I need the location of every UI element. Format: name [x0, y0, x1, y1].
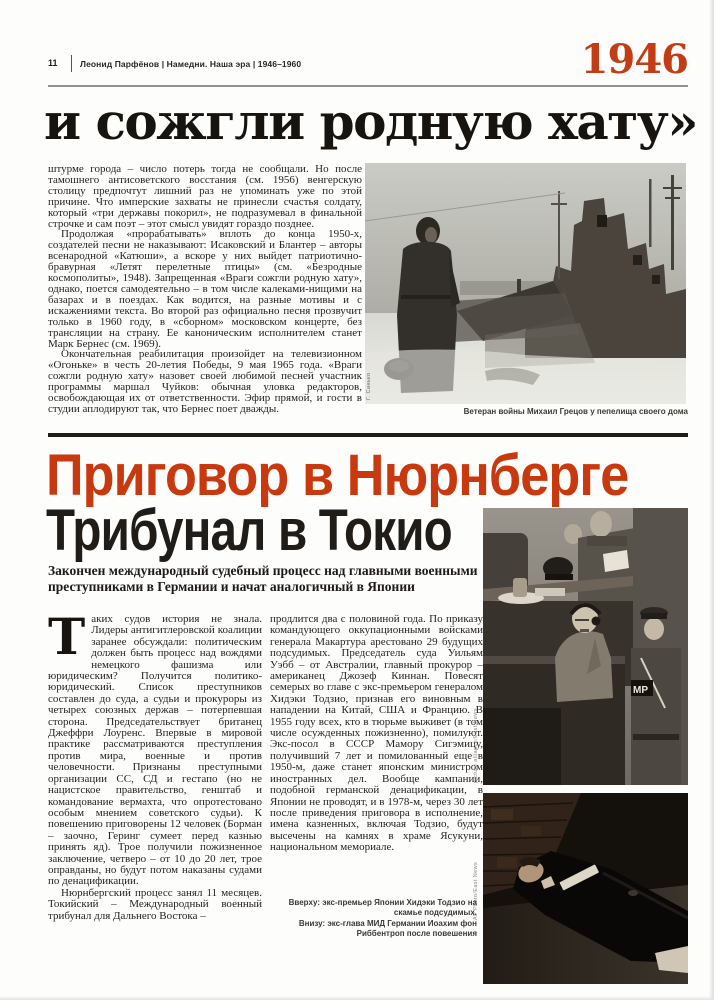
dropcap: Т: [48, 607, 86, 666]
header-rule: [48, 85, 688, 87]
page-edge: [709, 0, 714, 1000]
caption-bottom: Внизу: экс-глава МИД Германии Иоахим фон Риббентроп после повешения: [298, 919, 477, 938]
running-title: Леонид Парфёнов | Намедни. Наша эра | 1946–1960: [80, 59, 302, 69]
section-divider-rule: [48, 433, 688, 437]
page-number: 11: [48, 58, 58, 68]
article2-column-2: [270, 614, 483, 854]
veteran-ruins-photo: [365, 163, 686, 404]
article2-paragraph: продлится два с половиной года. По приказу командующего оккупационными войсками генерала Макартура арестовано 29 будущих подсудимых. Председатель суда Уильям Уэбб – от Австралии, главный прокурор – американец Джозеф Киннан. Повесят семерых во главе с экс-премьером генералом Хидэки Тодзио, признав его виновным в нападении на Китай, США и Францию. В 1955 году всех, кто в тюрьме выживет (в том числе осужденных пожизненно), помилуют. Экс-посол в СССР Мамору Сигэмицу, получивший 7 лет и помилованный еще в 1950-м, даже станет японским министром иностранных дел. Вообще кампании, подобной германской денацификации, в Японии не проводят, и в 1978-м, через 30 лет после приведения приговора в исполнение, имена казненных, включая Тодзио, будут высечены на камнях в храме Ясукуни, национальном мемориале.: [270, 613, 483, 854]
caption-top: Вверху: экс-премьер Японии Хидэки Тодзио на скамье подсудимых.: [288, 898, 477, 917]
ribbentrop-photo: [483, 793, 688, 984]
article1-body: [48, 164, 362, 415]
article1-paragraph: Продолжая «прорабатывать» вплоть до конца 1950-х, создателей песни не наказывают: Исаковский и Блантер – авторы всенародной «Катюши», а вскоре у них выйдет патриотично-бравурная «Летят перелетные птицы» (см. «Безродные космополиты», 1948). Запрещенная «Враги сожгли родную хату», однако, поется самодеятельно – в том числе калеками-нищими на базарах и в поездах. Как водится, на разные мотивы и с искажениями текста. Во второй раз официально песня прозвучит только в 1960 году, в «сборном» московском концерте, без трансляции на страну. Ее каноническим исполнителем станет Марк Бернес (см. 1969).: [48, 228, 362, 350]
photo2-3-caption: [260, 898, 477, 940]
article2-headline-black: Трибунал в Токио: [46, 498, 452, 563]
article1-headline: и сожгли родную хату»: [44, 92, 698, 151]
tojo-courtroom-photo: [483, 508, 688, 785]
header-divider: [71, 55, 72, 72]
article1-paragraph: Окончательная реабилитация произойдет на телевизионном «Огоньке» в честь 20-летия Победы, 9 мая 1965 года. «Враги сожгли родную хату» назовет своей любимой песней участник программы маршал Чуйков: обычная уловка редакторов, освобождающая их от ответственности. Эфир прямой, и гости в студии аплодируют так, что Бернес поет дважды.: [48, 348, 362, 415]
photo1-caption: Ветеран войны Михаил Грецов у пепелища своего дома: [463, 407, 688, 416]
article2-paragraph: Нюрнбергский процесс занял 11 месяцев. Токийский – Международный военный трибунал для Дальнего Востока –: [48, 886, 262, 922]
photo1-credit: Г. Санько: [366, 372, 372, 400]
article2-paragraph: [48, 607, 262, 888]
article2-paragraph-text: аких судов история не знала. Лидеры антигитлеровской коалиции заранее обсуждали: политическим должен быть процесс над вождями немецкого фашизма или юридическим? Получится политико-юридический. Список преступников составлен до суда, а судьи и прокуроры из четырех союзных держав – потерпевшая сторона. Председательствует британец Джеффри Лоуренс. Впервые в мировой практике рассматриваются преступления против мира, военные и против человечности. Признаны преступными организации СС, СД и гестапо (но не нацистское правительство, генштаб и командование вермахта, что опротестовано особым мнением советского судьи). К повешению приговорены 12 человек (Борман – заочно, Геринг сумеет перед казнью принять яд). Трое получили пожизненное заключение, четверо – от 10 до 20 лет, трое оправданы, но будут потом наказаны судами по денацификации.: [48, 613, 262, 888]
year-label: 1946: [580, 36, 688, 83]
page-edge: [0, 996, 714, 1000]
photo2-credit: picture alliance/East News: [473, 708, 479, 783]
article2-headline-red: Приговор в Нюрнберге: [46, 443, 629, 508]
article1-paragraph: штурме города – число потерь тогда не сообщали. Но после тамошнего антисоветского восстания (см. 1956) венгерскую столицу предпочтут лишний раз не упоминать уже по этой причине. Что имперские захваты не принесли счастья солдату, который «три державы покорил», не подразумевал в финальной строчке и сам поэт – этот смысл увидят гораздо позднее.: [48, 163, 362, 230]
mp-armband-label: MP: [633, 685, 648, 696]
article2-column-1: [48, 607, 262, 922]
article2-subhead: Закончен международный судебный процесс над главными военными преступниками в Германии и начат аналогичный в Японии: [48, 563, 478, 594]
photo3-credit: AP Photo/East News: [473, 861, 479, 920]
